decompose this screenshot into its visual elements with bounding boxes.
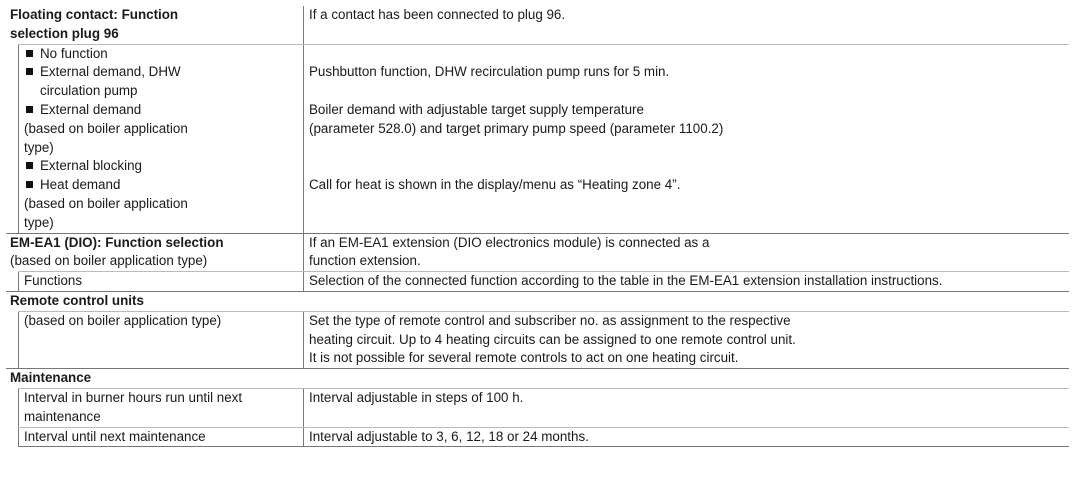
floating-contact-title-2: selection plug 96 <box>10 25 119 41</box>
option-desc: Pushbutton function, DHW recirculation pump runs for 5 min. <box>309 64 670 80</box>
section-title <box>6 369 1069 388</box>
floating-contact-title-1: Floating contact: Function <box>10 7 179 22</box>
option-label: No function <box>40 45 108 61</box>
row-description <box>303 234 1069 272</box>
row-label <box>18 428 303 447</box>
bullet-icon <box>26 68 33 75</box>
options-descriptions <box>303 45 1069 233</box>
bullet-icon <box>26 162 33 169</box>
section-header-maintenance <box>6 368 1069 388</box>
list-item-external-demand-dhw <box>24 63 303 101</box>
option-sublabel: (based on boiler application <box>24 195 188 211</box>
list-item-heat-demand <box>24 176 303 195</box>
table-row-interval-hours <box>18 388 1069 427</box>
option-sublabel: (based on boiler application <box>24 120 188 136</box>
table-row-interval-months <box>18 427 1069 448</box>
table-row-em-ea1 <box>6 233 1069 272</box>
remote-control-desc: Set the type of remote control and subscriber no. as assignment to the respective <box>309 312 791 328</box>
row-description <box>303 389 1069 427</box>
table-row-functions <box>18 271 1069 291</box>
bullet-icon <box>26 50 33 57</box>
option-label: External demand, DHW <box>40 64 181 80</box>
table-row-remote-control <box>18 311 1069 368</box>
em-ea1-desc: If an EM-EA1 extension (DIO electronics module) is connected as a <box>309 234 710 250</box>
list-item-external-demand <box>24 101 303 120</box>
option-label: Heat demand <box>40 177 121 193</box>
section-title <box>6 292 1069 311</box>
remote-control-label: (based on boiler application type) <box>24 312 222 328</box>
remote-control-desc: It is not possible for several remote controls to act on one heating circuit. <box>309 350 739 366</box>
option-label: External demand <box>40 101 142 117</box>
remote-control-desc: heating circuit. Up to 4 heating circuits can be assigned to one remote control unit. <box>309 331 796 347</box>
em-ea1-desc: function extension. <box>309 253 421 269</box>
option-desc: Boiler demand with adjustable target supply temperature <box>309 101 644 117</box>
row-description <box>303 272 1069 291</box>
functions-label: Functions <box>24 273 83 289</box>
row-description <box>303 428 1069 447</box>
floating-contact-desc: If a contact has been connected to plug 96. <box>309 7 566 22</box>
em-ea1-subtitle: (based on boiler application type) <box>10 253 208 269</box>
row-label <box>6 234 303 272</box>
bullet-icon <box>26 181 33 188</box>
section-header-remote-control <box>6 291 1069 311</box>
interval-label: Interval until next maintenance <box>24 428 206 444</box>
row-label <box>18 272 303 291</box>
functions-desc: Selection of the connected function according to the table in the EM-EA1 extension installation instructions. <box>309 273 943 289</box>
option-desc: Call for heat is shown in the display/menu as “Heating zone 4”. <box>309 177 681 193</box>
option-desc: (parameter 528.0) and target primary pump speed (parameter 1100.2) <box>309 120 724 136</box>
option-sublabel: type) <box>24 139 54 155</box>
list-item-external-blocking <box>24 157 303 176</box>
row-label <box>6 6 303 44</box>
em-ea1-title: EM-EA1 (DIO): Function selection <box>10 234 224 250</box>
option-label: External blocking <box>40 158 142 174</box>
option-label: circulation pump <box>40 83 138 99</box>
remote-control-title: Remote control units <box>10 292 144 308</box>
interval-hours-label: maintenance <box>24 408 101 424</box>
bullet-icon <box>26 106 33 113</box>
table-row-options <box>18 44 1069 233</box>
options-list <box>18 45 303 233</box>
interval-hours-desc: Interval adjustable in steps of 100 h. <box>309 389 524 405</box>
table-row-floating-contact <box>6 6 1069 44</box>
interval-desc: Interval adjustable to 3, 6, 12, 18 or 24 months. <box>309 428 589 444</box>
row-label <box>18 312 303 368</box>
list-item-no-function <box>24 45 303 64</box>
option-sublabel: type) <box>24 214 54 230</box>
row-description <box>303 312 1069 368</box>
row-label <box>18 389 303 427</box>
maintenance-title: Maintenance <box>10 370 92 386</box>
row-description <box>303 6 1069 44</box>
parameter-table <box>6 6 1069 447</box>
interval-hours-label: Interval in burner hours run until next <box>24 389 243 405</box>
